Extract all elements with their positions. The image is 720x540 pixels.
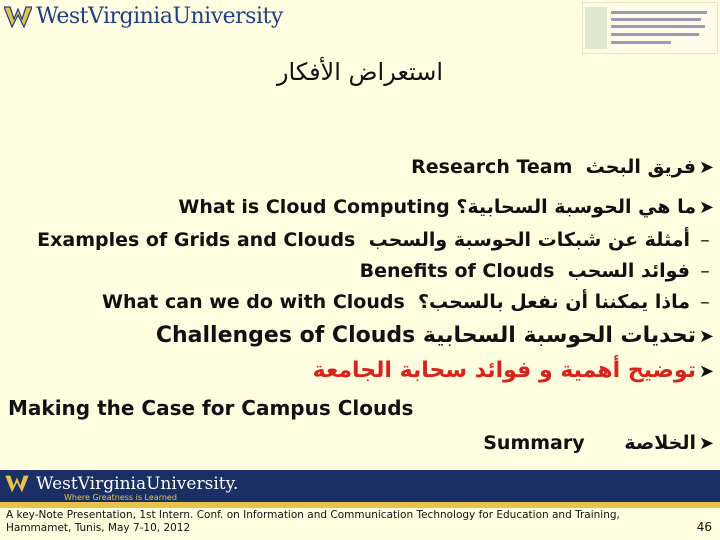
bullet-ar: توضيح أهمية و فوائد سحابة الجامعة (312, 358, 696, 383)
bullet-en: What can we do with Clouds (101, 291, 405, 313)
bullet-en: Challenges of Clouds (155, 323, 416, 348)
bullet-ar: فوائد السحب (567, 260, 690, 282)
arrow-bullet-icon: ➤ (698, 326, 714, 347)
conference-badge-icon (585, 7, 607, 49)
bullet-challenges (156, 323, 714, 348)
bullet-en: Research Team (411, 156, 573, 178)
bullet-ar: ماذا يمكننا أن نفعل بالسحب؟ (418, 291, 690, 313)
footer-wordmark: WestVirginiaUniversity. (36, 474, 239, 494)
arrow-bullet-icon: ➤ (698, 197, 714, 218)
bullet-campus-cloud-importance (313, 358, 714, 383)
bullet-en: Summary (483, 432, 585, 454)
subbullet-examples (37, 229, 714, 251)
bullet-en: What is Cloud Computing (178, 196, 450, 218)
wvu-logo (4, 4, 283, 29)
wvu-flying-wv-icon (4, 474, 30, 494)
bullet-en: Benefits of Clouds (359, 260, 555, 282)
arrow-bullet-icon: ➤ (698, 433, 714, 454)
dash-bullet: – (700, 291, 710, 313)
bullet-en: Examples of Grids and Clouds (37, 229, 356, 251)
bullet-ar: ما هي الحوسبة السحابية؟ (456, 196, 696, 218)
dash-bullet: – (700, 260, 710, 282)
bullet-summary (483, 432, 714, 454)
bullet-ar: الخلاصة (624, 432, 696, 454)
bullet-ar: أمثلة عن شبكات الحوسبة والسحب (368, 229, 690, 251)
conference-logo (582, 2, 718, 54)
slide-title: استعراض الأفكار (276, 58, 444, 86)
wvu-flying-wv-icon (4, 5, 32, 29)
subbullet-benefits (360, 260, 714, 282)
bullet-ar: تحديات الحوسبة السحابية (422, 323, 696, 348)
subbullet-what-can-we-do (102, 291, 714, 313)
gold-divider (0, 502, 720, 508)
making-the-case-text: Making the Case for Campus Clouds (8, 396, 414, 420)
bullet-ar: فريق البحث (585, 156, 696, 178)
footer-citation: A key-Note Presentation, 1st Intern. Conf. on Information and Communication Technology for Education and Training, Hammamet, Tunis, May 7-10, 2012 (6, 509, 620, 534)
bullet-what-is-cloud (178, 196, 714, 218)
page-number: 46 (696, 520, 712, 534)
footer-wvu-logo (4, 474, 239, 502)
footer-tagline: Where Greatness is Learned (64, 493, 177, 502)
dash-bullet: – (700, 229, 710, 251)
arrow-bullet-icon: ➤ (698, 361, 714, 382)
bullet-research-team (411, 156, 714, 178)
arrow-bullet-icon: ➤ (698, 157, 714, 178)
wvu-wordmark: WestVirginiaUniversity (36, 4, 283, 29)
